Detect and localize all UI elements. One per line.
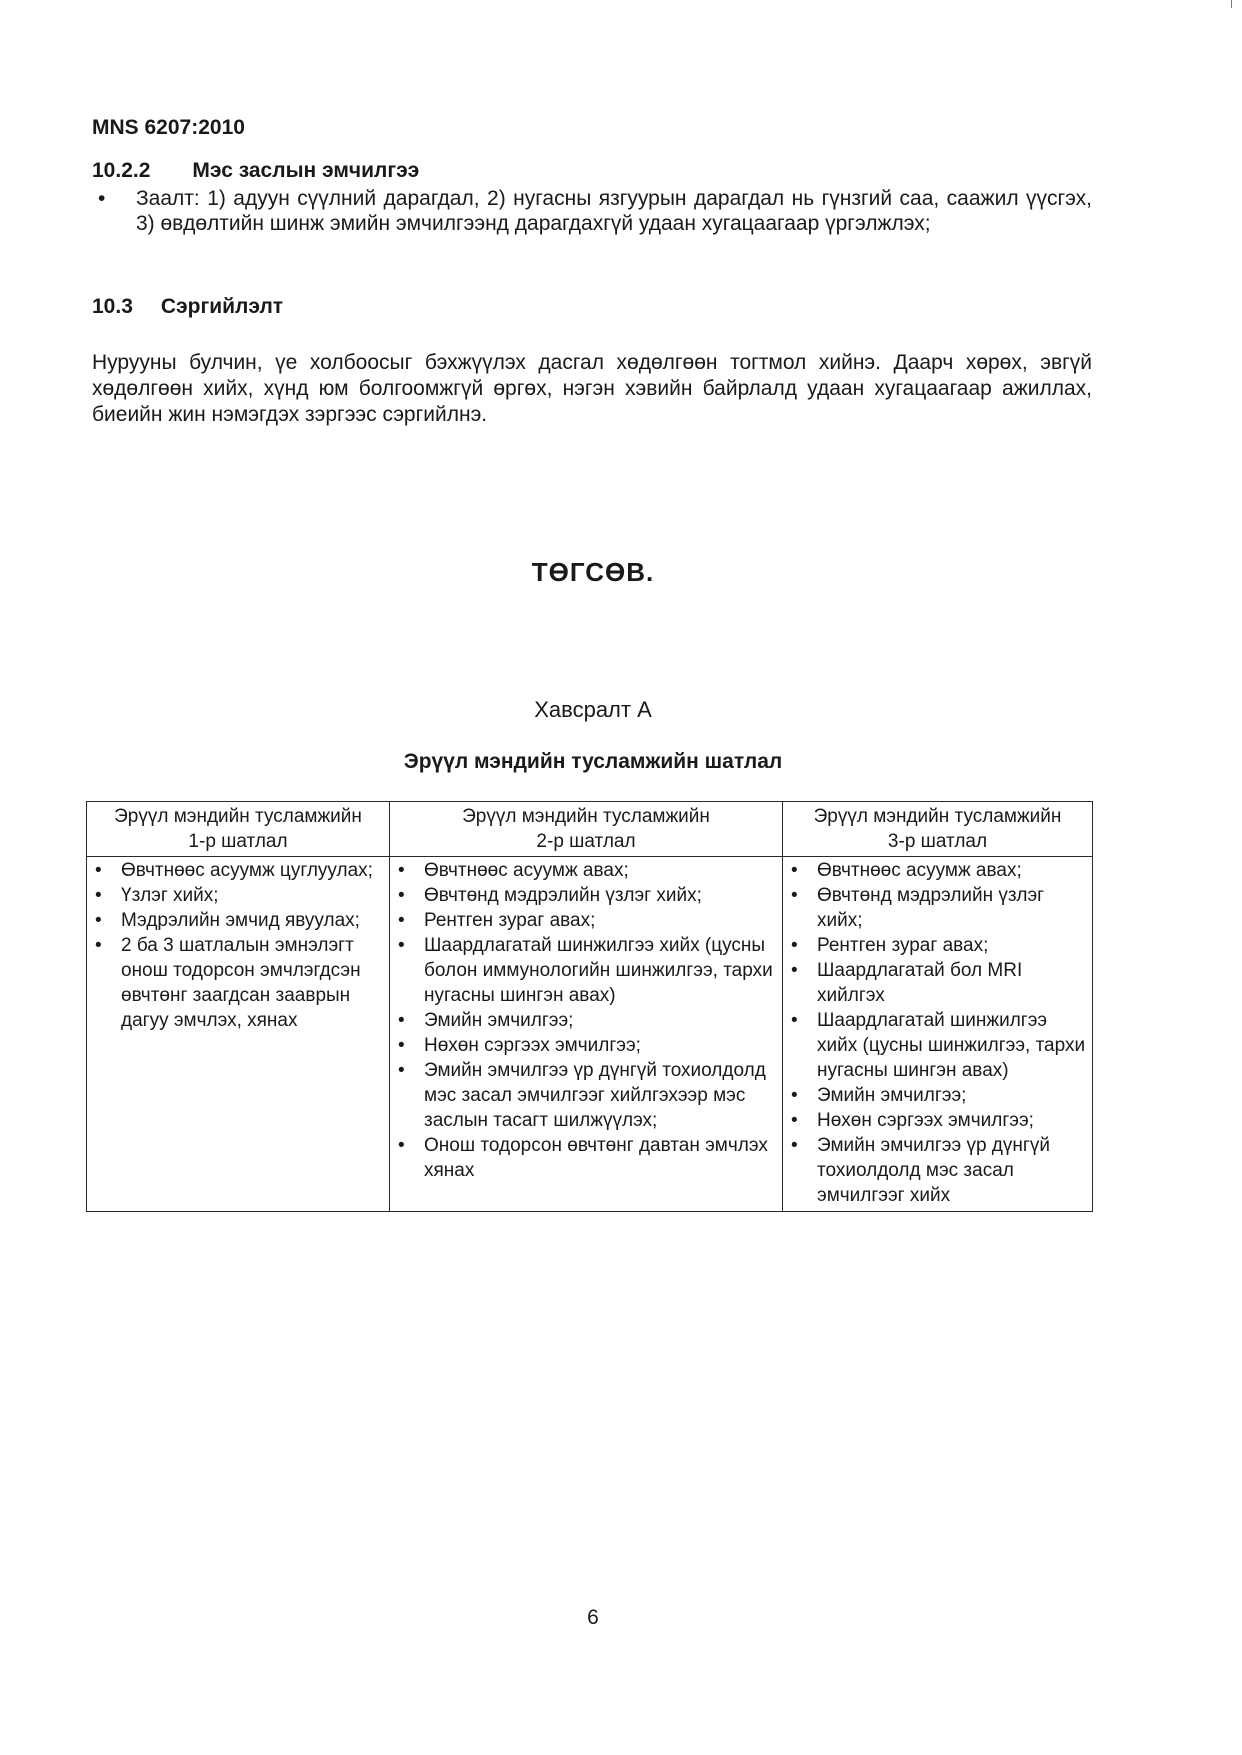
column-header (87, 802, 390, 857)
table-cell (87, 857, 390, 1212)
prevention-paragraph: Нурууны булчин, үе холбоосыг бэхжүүлэх дасгал хөдөлгөөн тогтмол хийнэ. Даарч хөрөх, эвгүй хөдөлгөөн хийх, хүнд юм болгоомжгүй өргөх, нэгэн хэвийн байрлалд удаан хугацаагаар ажиллах, биеийн жин нэмэгдэх зэргээс сэргийлнэ. (92, 351, 1092, 426)
table-cell (390, 857, 783, 1212)
list-item-text: Рентген зураг авах; (424, 910, 596, 931)
cell-list (394, 858, 778, 1183)
bullet-icon: • (398, 910, 405, 931)
list-item-text: Өвчтнөөс асуумж цуглуулах; (121, 860, 373, 881)
list-item (394, 883, 778, 908)
bullet-icon: • (95, 910, 102, 931)
list-item-text: Нөхөн сэргээх эмчилгээ; (817, 1110, 1034, 1131)
bullet-icon: • (98, 187, 106, 210)
section-10-2-2-bullets (92, 186, 1092, 236)
list-item-text: Өвчтөнд мэдрэлийн үзлэг хийх; (817, 885, 1045, 931)
list-item-text: Эмийн эмчилгээ; (424, 1010, 574, 1031)
table-row (87, 857, 1093, 1212)
list-item-text: Шаардлагатай шинжилгээ хийх (цусны шинжилгээ, тархи нугасны шингэн авах) (817, 1010, 1086, 1081)
column-header-line2: 3-р шатлал (887, 831, 988, 852)
standard-code: MNS 6207:2010 (92, 116, 245, 139)
bullet-icon: • (791, 885, 798, 906)
section-title: Сэргийлэлт (160, 295, 284, 318)
page-number: 6 (587, 1606, 599, 1629)
list-item-text: Шаардлагатай шинжилгээ хийх (цусны болон иммунологийн шинжилгээ, тархи нугасны шингэн авах) (424, 935, 773, 1006)
list-item (91, 858, 385, 883)
section-10-2-2-heading (92, 159, 419, 183)
list-item (787, 1008, 1088, 1083)
column-header-line1: Эрүүл мэндийн тусламжийн (813, 806, 1062, 827)
bullet-icon: • (398, 1135, 405, 1156)
bullet-icon: • (95, 935, 102, 956)
list-item (394, 1008, 778, 1033)
list-item-text: 2 ба 3 шатлалын эмнэлэгт онош тодорсон эмчлэгдсэн өвчтөнг заагдсан зааврын дагуу эмчлэх, хянах (121, 935, 361, 1031)
list-item (787, 1108, 1088, 1133)
list-item-text: Эмийн эмчилгээ үр дүнгүй тохиолдолд мэс засал эмчилгээг хийлгэхээр мэс заслын тасагт шилжүүлэх; (424, 1060, 766, 1131)
bullet-icon: • (398, 1010, 405, 1031)
cell-list (91, 858, 385, 1033)
list-item (787, 933, 1088, 958)
bullet-icon: • (791, 1010, 798, 1031)
list-item-text: Нөхөн сэргээх эмчилгээ; (424, 1035, 641, 1056)
list-item (394, 858, 778, 883)
bullet-icon: • (398, 860, 405, 881)
column-header-line2: 1-р шатлал (188, 831, 288, 852)
list-item-text: Өвчтнөөс асуумж авах; (424, 860, 629, 881)
bullet-icon: • (791, 1135, 798, 1156)
list-item-text: Заалт: 1) адуун сүүлний дарагдал, 2) нугасны язгуурын дарагдал нь гүнзгий саа, саажил үүсгэх, 3) өвдөлтийн шинж эмийн эмчилгээнд дарагдахгүй удаан хугацаагаар үргэлжлэх; (136, 187, 1092, 235)
bullet-icon: • (791, 1085, 798, 1106)
table-header-row (87, 802, 1093, 857)
table-title: Эрүүл мэндийн тусламжийн шатлал (403, 750, 783, 773)
bullet-icon: • (398, 935, 405, 956)
bullet-icon: • (791, 935, 798, 956)
list-item (394, 933, 778, 1008)
bullet-icon: • (791, 960, 798, 981)
list-item-text: Онош тодорсон өвчтөнг давтан эмчлэх хянах (424, 1135, 768, 1181)
bullet-icon: • (398, 1035, 405, 1056)
scan-edge-mark (1231, 0, 1232, 8)
care-levels-table (86, 801, 1093, 1212)
list-item (394, 1133, 778, 1183)
list-item-text: Эмийн эмчилгээ; (817, 1085, 967, 1106)
bullet-icon: • (95, 860, 102, 881)
bullet-icon: • (791, 860, 798, 881)
list-item-text: Эмийн эмчилгээ үр дүнгүй тохиолдолд мэс засал эмчилгээг хийх (817, 1135, 1050, 1206)
list-item (394, 1033, 778, 1058)
column-header-line2: 2-р шатлал (536, 831, 636, 852)
list-item (91, 908, 385, 933)
list-item (787, 1133, 1088, 1208)
bullet-icon: • (791, 1110, 798, 1131)
section-number: 10.2.2 (92, 159, 151, 182)
list-item (91, 933, 385, 1033)
appendix-label: Хавсралт А (534, 697, 652, 722)
section-number: 10.3 (92, 295, 133, 318)
section-title: Мэс заслын эмчилгээ (192, 159, 420, 182)
list-item-text: Үзлэг хийх; (121, 885, 219, 906)
list-item (394, 908, 778, 933)
column-header-line1: Эрүүл мэндийн тусламжийн (462, 806, 710, 827)
list-item-text: Рентген зураг авах; (817, 935, 989, 956)
list-item-text: Өвчтнөөс асуумж авах; (817, 860, 1022, 881)
list-item (394, 1058, 778, 1133)
list-item (787, 858, 1088, 883)
cell-list (787, 858, 1088, 1208)
list-item (787, 883, 1088, 933)
list-item-text: Шаардлагатай бол MRI хийлгэх (817, 960, 1023, 1006)
table-cell (783, 857, 1093, 1212)
list-item-text: Мэдрэлийн эмчид явуулах; (121, 910, 360, 931)
section-10-3-heading (92, 295, 283, 319)
list-item (787, 958, 1088, 1008)
bullet-icon: • (398, 885, 405, 906)
bullet-icon: • (95, 885, 102, 906)
column-header (390, 802, 783, 857)
list-item-text: Өвчтөнд мэдрэлийн үзлэг хийх; (424, 885, 702, 906)
column-header (783, 802, 1093, 857)
list-item (91, 883, 385, 908)
end-mark: ТӨГСӨВ. (531, 557, 655, 587)
bullet-icon: • (398, 1060, 405, 1081)
column-header-line1: Эрүүл мэндийн тусламжийн (114, 806, 362, 827)
list-item (92, 186, 1092, 236)
list-item (787, 1083, 1088, 1108)
